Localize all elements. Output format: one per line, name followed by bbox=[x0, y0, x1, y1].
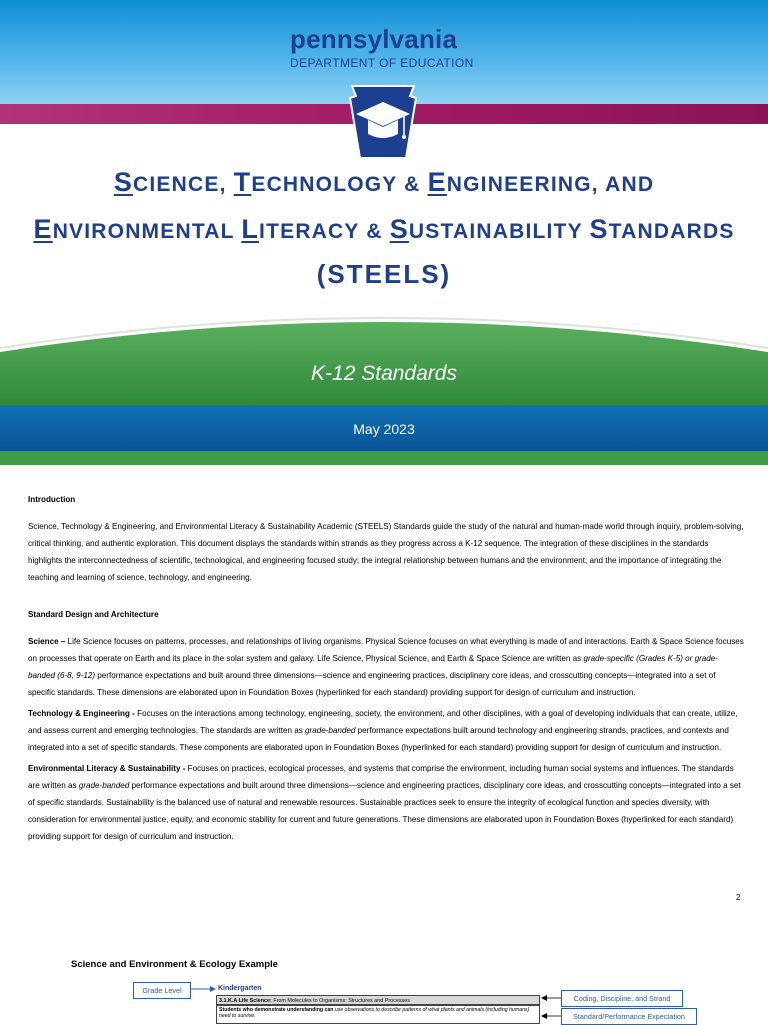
page-number: 2 bbox=[736, 893, 741, 902]
technology-text-end: performance expectations built around technology and engineering strands, practices, and contexts and integrated into a set of specific standards. These components are elaborated upon in Foundation Boxes (hyperlinked for each standard) providing support for design of curriculum and instruction. bbox=[28, 726, 729, 752]
title-segment: S bbox=[389, 214, 409, 244]
science-text: Life Science focuses on patterns, processes, and relationships of living organisms. Physical Science focuses on what everything is made of and interactions. Earth & Space Science focuses on processes that operate on Earth and its place in the solar system and galaxy. Life Science, Physical Science, and Earth & Space Science are written as bbox=[28, 637, 744, 663]
coding-callout: Coding, Discipline, and Strand bbox=[561, 990, 683, 1007]
title-segment: E bbox=[427, 167, 447, 197]
technology-paragraph bbox=[28, 705, 744, 756]
intro-heading: Introduction bbox=[28, 495, 76, 504]
title-segment: E bbox=[33, 214, 53, 244]
example-code: 3.1.K.A Life Science: bbox=[219, 998, 272, 1004]
title-segment: TANDARDS bbox=[608, 220, 735, 243]
keystone-mortarboard-icon bbox=[346, 84, 420, 160]
document-title-line-1 bbox=[0, 167, 768, 200]
document-title-acronym: (STEELS) bbox=[316, 259, 452, 289]
technology-lead: Technology & Engineering - bbox=[28, 709, 135, 718]
example-expectation-lead: Students who demonstrate understanding can bbox=[219, 1007, 334, 1013]
grade-level-callout: Grade Level bbox=[133, 982, 191, 999]
title-segment: USTAINABILITY bbox=[408, 220, 590, 243]
example-title: Science and Environment & Ecology Example bbox=[71, 959, 278, 970]
technology-emphasis: grade-banded bbox=[305, 726, 356, 735]
title-segment: S bbox=[589, 214, 609, 244]
environment-emphasis: grade-banded bbox=[78, 781, 130, 790]
title-segment: ITERACY & bbox=[259, 220, 390, 243]
kindergarten-label: Kindergarten bbox=[218, 985, 262, 992]
title-segment: S bbox=[113, 167, 134, 197]
technology-text: Focuses on the interactions among technology, engineering, society, the environment, and other disciplines, with a goal of developing individuals that can create, utilize, and assess current and emerging technologies. The standards are written as bbox=[28, 709, 738, 735]
title-segment: L bbox=[241, 214, 260, 244]
org-logo-name: pennsylvania bbox=[290, 24, 458, 54]
intro-paragraph: Science, Technology & Engineering, and Environmental Literacy & Sustainability Academic (STEELS) Standards guide the study of the natural and human-made world through inquiry, problem-solving, critical thinking, and authentic exploration. This document displays the standards within strands as they progress across a K-12 sequence. The integration of these disciplines in the standards highlights the interconnectedness of scientific, technological, and engineering focused study; the integral relationship between humans and the environment; and the importance of integrating the teaching and learning of science, technology, and engineering. bbox=[28, 522, 744, 582]
document-title-line-2 bbox=[0, 214, 768, 247]
science-paragraph bbox=[28, 633, 744, 701]
title-segment: ECHNOLOGY & bbox=[251, 173, 428, 196]
cover-subtitle: K-12 Standards bbox=[311, 362, 457, 385]
example-strand: From Molecules to Organisms: Structures and Processes bbox=[271, 998, 410, 1004]
science-lead: Science – bbox=[28, 637, 66, 646]
title-segment: CIENCE, bbox=[133, 173, 234, 196]
science-text-end: performance expectations and built around three dimensions—science and engineering practices, disciplinary core ideas, and crosscutting concepts—integrated into a set of specific standards. These dimensions are elaborated upon in Foundation Boxes (hyperlinked for each standard) providing support for design of curriculum and instruction. bbox=[28, 671, 716, 697]
environment-paragraph bbox=[28, 760, 744, 845]
example-standard-heading-row bbox=[216, 995, 540, 1005]
org-logo-department: DEPARTMENT OF EDUCATION bbox=[290, 56, 474, 70]
science-emphasis: grade-specific (Grades K-5) or grade-banded (6-8, 9-12) bbox=[28, 654, 718, 680]
example-expectation-row bbox=[216, 1005, 540, 1024]
document-body bbox=[28, 491, 744, 845]
environment-lead: Environmental Literacy & Sustainability - bbox=[28, 764, 186, 773]
title-segment: NGINEERING, AND bbox=[446, 173, 655, 196]
environment-text: Focuses on practices, ecological processes, and systems that comprise the environment, including human social systems and influences. The standards are written as bbox=[28, 764, 734, 790]
environment-text-end: performance expectations and built around three dimensions—science and engineering practices, disciplinary core ideas, and crosscutting concepts—integrated into a set of specific standards. Sustainability is the balanced use of natural and renewable resources. Sustainable practices seek to ensure the integrity of ecological function and species diversity, with consideration for environmental justice, equity, and economic stability for current and future generations. These dimensions are elaborated upon in Foundation Boxes (hyperlinked for each standard) providing support for design of curriculum and instruction. bbox=[28, 781, 741, 841]
title-segment: T bbox=[233, 167, 252, 197]
example-expectation-text: use observations to describe patterns of what plants and animals (including humans) need to survive. bbox=[219, 1007, 530, 1019]
publication-date: May 2023 bbox=[353, 421, 415, 437]
title-segment: NVIRONMENTAL bbox=[52, 220, 242, 243]
standard-callout: Standard/Performance Expectation bbox=[561, 1008, 697, 1025]
design-heading: Standard Design and Architecture bbox=[28, 610, 159, 619]
